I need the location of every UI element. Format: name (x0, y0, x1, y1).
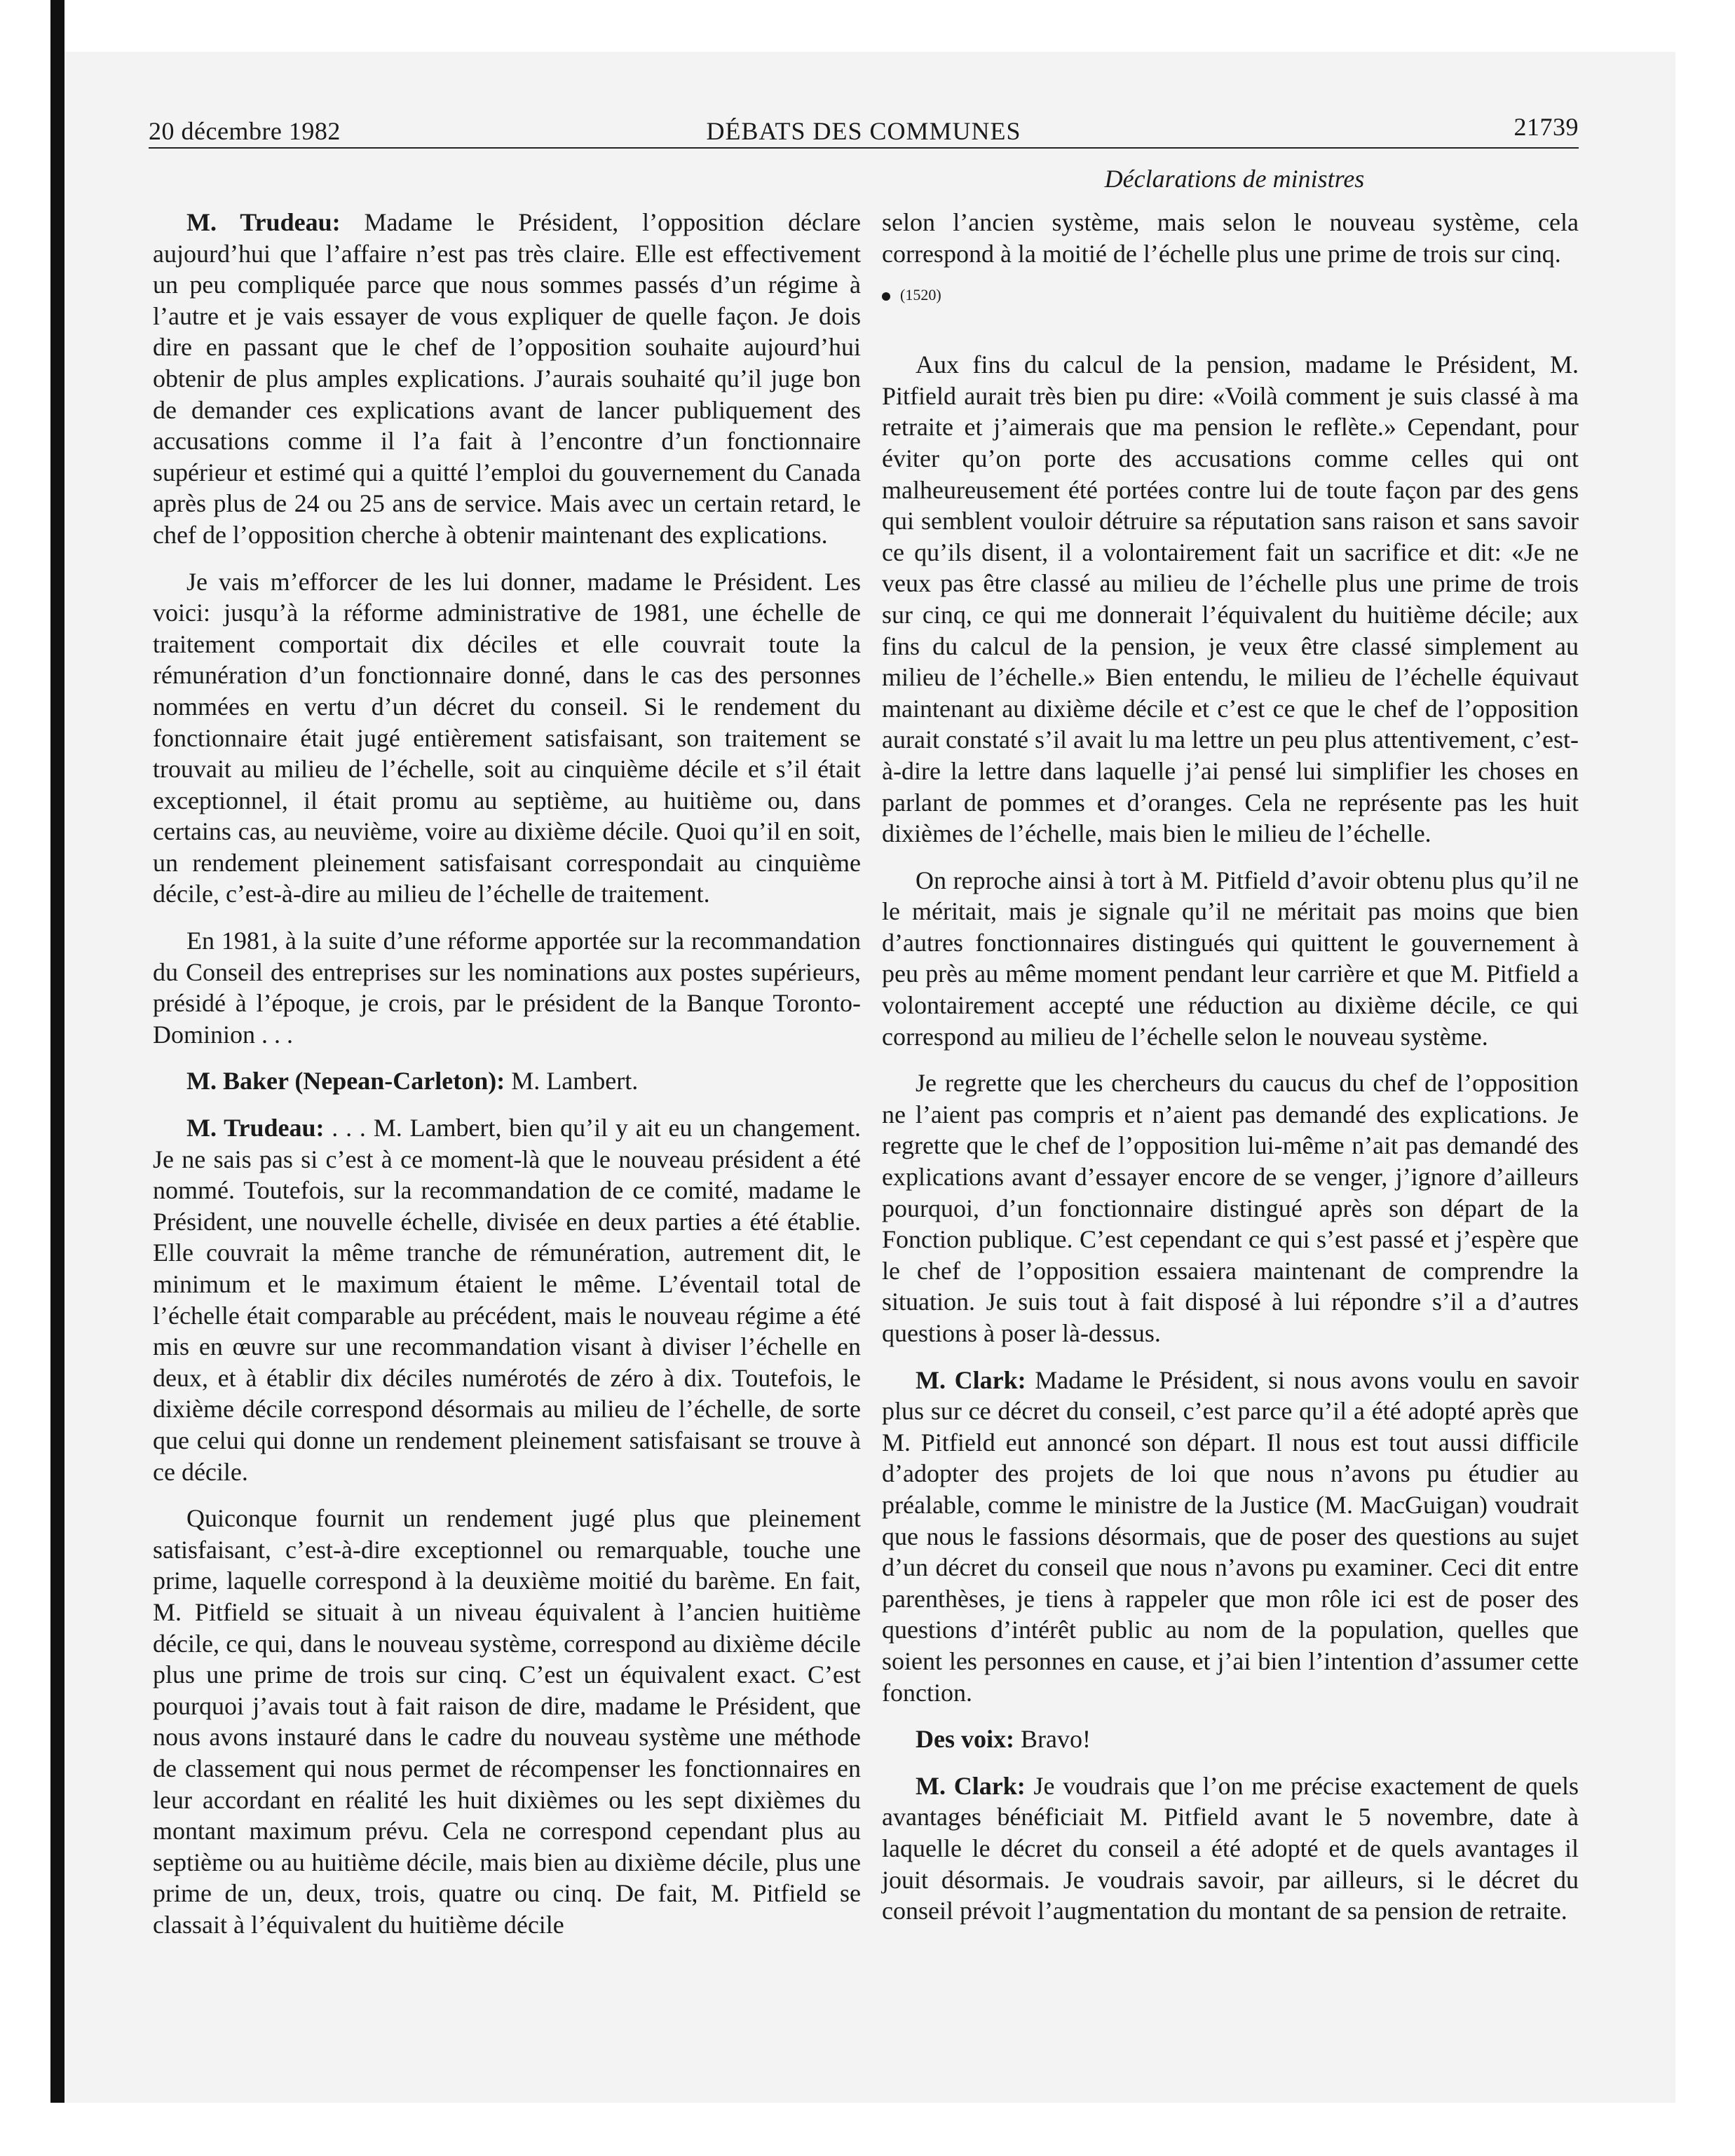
page-number: 21739 (1513, 113, 1579, 141)
speech-text: M. Lambert. (505, 1067, 639, 1096)
speaker-name: M. Baker (Nepean-Carleton): (186, 1067, 505, 1096)
left-column (153, 207, 861, 1956)
speaker-name: M. Trudeau: (186, 1114, 325, 1142)
header-title: DÉBATS DES COMMUNES (706, 117, 1021, 145)
header-rule (149, 147, 1579, 149)
paragraph: En 1981, à la suite d’une réforme apportée sur la recommandation du Conseil des entreprises sur les nominations aux postes supérieurs, présidé à l’époque, je crois, par le président de la Banque Toronto-Dominion . . . (153, 927, 861, 1049)
speaker-name: Des voix: (916, 1725, 1014, 1754)
paragraph: On reproche ainsi à tort à M. Pitfield d’avoir obtenu plus qu’il ne le méritait, mais je signale qu’il ne méritait pas moins que bien d’autres fonctionnaires distingués qui quittent le gouvernement à peu près au même moment pendant leur carrière et que M. Pitfield a volontairement accepté une réduction au dixième décile, ce qui correspond au milieu de l’échelle selon le nouveau système. (882, 866, 1579, 1051)
paragraph: Je regrette que les chercheurs du caucus du chef de l’opposition ne l’aient pas compris et n’aient pas demandé des explications. Je regrette que le chef de l’opposition lui-même n’ait pas demandé des explications avant d’essayer encore de se venger, j’ignore d’ailleurs pourquoi, d’un fonctionnaire distingué après son départ de la Fonction publique. C’est cependant ce qui s’est passé et j’espère que le chef de l’opposition essaiera maintenant de comprendre la situation. Je suis tout à fait disposé à lui répondre s’il a d’autres questions à poser là-dessus. (882, 1069, 1579, 1347)
running-header (149, 112, 1579, 150)
speech-text: . . . M. Lambert, bien qu’il y ait eu un changement. Je ne sais pas si c’est à ce moment-là que le nouveau président a été nommé. Toutefois, sur la recommandation de ce comité, madame le Président, une nouvelle échelle, divisée en deux parties a été établie. Elle couvrait la même tranche de rémunération, autrement dit, le minimum et le maximum étaient le même. L’éventail total de l’échelle était comparable au précédent, mais le nouveau régime a été mis en œuvre sur une recommandation visant à diviser l’échelle en deux, et à établir dix déciles numérotés de zéro à dix. Toutefois, le dixième décile correspond désormais au milieu de l’échelle, de sorte que celui qui donne un rendement pleinement satisfaisant se trouve à ce décile. (153, 1114, 861, 1486)
paragraph: Aux fins du calcul de la pension, madame le Président, M. Pitfield aurait très bien pu dire: «Voilà comment je suis classé à ma retraite et j’aimerais que ma pension le reflète.» Cependant, pour éviter qu’on porte des accusations comme celles qui ont malheureusement été portées contre lui de toute façon par des gens qui semblent vouloir détruire sa réputation sans raison et sans savoir ce qu’ils disent, il a volontairement fait un sacrifice et dit: «Je ne veux pas être classé au milieu de l’échelle plus une prime de trois sur cinq, ce qui me donnerait l’équivalent du huitième décile; aux fins du calcul de la pension, je veux être classé simplement au milieu de l’échelle.» Bien entendu, le milieu de l’échelle équivaut maintenant au dixième décile et c’est ce que le chef de l’opposition aurait constaté s’il avait lu ma lettre un peu plus attentivement, c’est-à-dire la lettre dans laquelle j’ai pensé lui simplifier les choses en parlant de pommes et d’oranges. Cela ne représente pas les huit dixièmes de l’échelle, mais bien le milieu de l’échelle. (882, 350, 1579, 848)
paragraph (882, 1365, 1579, 1709)
speaker-name: M. Trudeau: (186, 208, 341, 236)
time-marker-text: (1520) (900, 286, 941, 304)
paragraph (153, 1065, 861, 1097)
paragraph (153, 207, 861, 551)
speech-text: Madame le Président, si nous avons voulu en savoir plus sur ce décret du conseil, c’est parce qu’il a été adopté après que M. Pitfield eut annoncé son départ. Il nous est tout aussi difficile d’adopter des projets de loi que nous n’avons pu étudier au préalable, comme le ministre de la Justice (M. MacGuigan) voudrait que nous le fassions désormais, que de poser des questions au sujet d’un décret du conseil que nous n’avons pu examiner. Ceci dit entre parenthèses, je tiens à rappeler que mon rôle ici est de poser des questions d’intérêt public au nom de la population, quelles que soient les personnes en cause, et j’ai bien l’intention d’assumer cette fonction. (882, 1365, 1579, 1707)
right-column (882, 207, 1579, 1942)
paragraph (153, 1112, 861, 1487)
paragraph (882, 1724, 1579, 1755)
paragraph: Quiconque fournit un rendement jugé plus que pleinement satisfaisant, c’est-à-dire exceptionnel ou remarquable, touche une prime, laquelle correspond à la deuxième moitié du barème. En fait, M. Pitfield se situait à un niveau équivalent à l’ancien huitième décile, ce qui, dans le nouveau système, correspond au dixième décile plus une prime de trois sur cinq. C’est un équivalent exact. C’est pourquoi j’avais tout à fait raison de dire, madame le Président, que nous avons instauré dans le cadre du nouveau système une méthode de classement qui nous permet de récompenser les fonctionnaires en leur accordant en réalité les huit dixièmes ou les sept dixièmes du montant maximum prévu. Cela ne correspond cependant plus au septième ou au huitième décile, mais bien au dixième décile, plus une prime de un, deux, trois, quatre ou cinq. De fait, M. Pitfield se classait à l’équivalent du huitième décile (153, 1504, 861, 1939)
bullet-icon (882, 292, 890, 301)
scan-edge (50, 0, 64, 2103)
speech-text: Madame le Président, l’opposition déclare aujourd’hui que l’affaire n’est pas très claire. Elle est effectivement un peu compliquée parce que nous sommes passés d’un régime à l’autre et je vais essayer de vous expliquer de quelle façon. Je dois dire en passant que le chef de l’opposition souhaite aujourd’hui obtenir de plus amples explications. J’aurais souhaité qu’il juge bon de demander ces explications avant de lancer publiquement des accusations comme il l’a fait à l’encontre d’un fonctionnaire supérieur et estimé qui a quitté l’emploi du gouvernement du Canada après plus de 24 ou 25 ans de service. Mais avec un certain retard, le chef de l’opposition cherche à obtenir maintenant des explications. (153, 208, 861, 549)
speech-text: Bravo! (1014, 1725, 1091, 1754)
speaker-name: M. Clark: (916, 1771, 1026, 1800)
paragraph: selon l’ancien système, mais selon le nouveau système, cela correspond à la moitié de l’échelle plus une prime de trois sur cinq. (882, 208, 1579, 268)
section-title: Déclarations de ministres (1104, 165, 1365, 193)
paragraph (882, 1770, 1579, 1927)
header-date: 20 décembre 1982 (149, 117, 341, 145)
speech-text: Je voudrais que l’on me précise exactement de quels avantages bénéficiait M. Pitfield avant le 5 novembre, date à laquelle le décret du conseil a été adopté et de quels avantages il jouit désormais. Je voudrais savoir, par ailleurs, si le décret du conseil prévoit l’augmentation du montant de sa pension de retraite. (882, 1771, 1579, 1925)
paragraph: Je vais m’efforcer de les lui donner, madame le Président. Les voici: jusqu’à la réforme administrative de 1981, une échelle de traitement comportait dix déciles et elle couvrait toute la rémunération d’un fonctionnaire donné, dans le cas des personnes nommées en vertu d’un décret du conseil. Si le rendement du fonctionnaire était jugé entièrement satisfaisant, son traitement se trouvait au milieu de l’échelle, soit au cinquième décile et s’il était exceptionnel, il était promu au septième, au huitième ou, dans certains cas, au neuvième, voire au dixième décile. Quoi qu’il en soit, un rendement pleinement satisfaisant correspondait au cinquième décile, c’est-à-dire au milieu de l’échelle de traitement. (153, 567, 861, 908)
speaker-name: M. Clark: (916, 1365, 1026, 1394)
time-marker (882, 285, 1579, 306)
